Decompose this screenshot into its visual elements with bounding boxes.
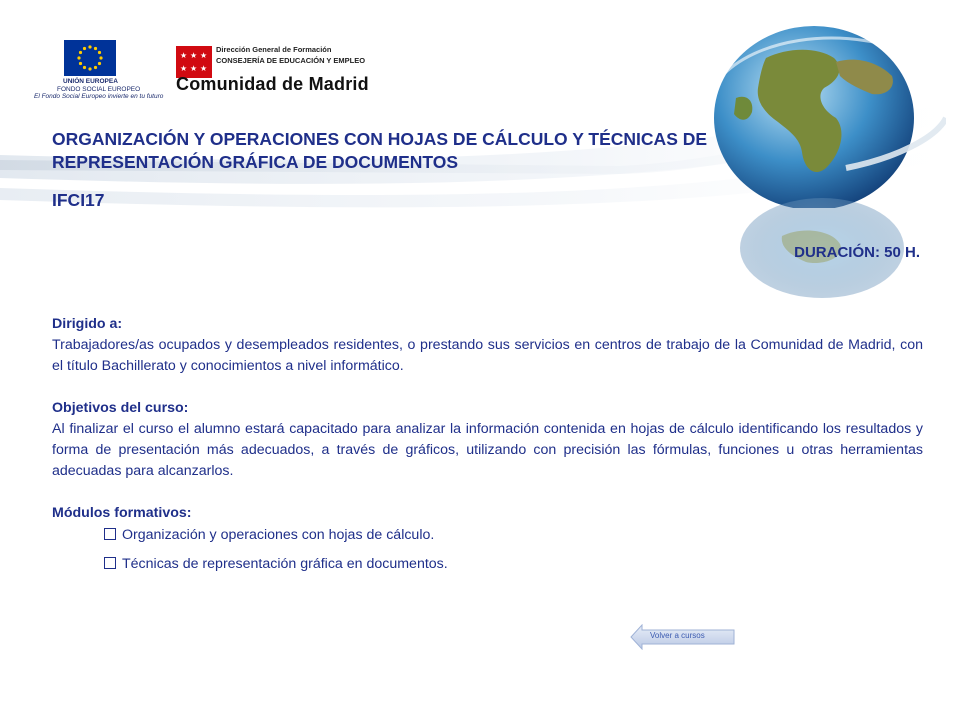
- eu-flag-icon: [64, 40, 116, 76]
- checkbox-bullet-icon: [104, 528, 116, 540]
- back-to-courses-label: Volver a cursos: [650, 631, 705, 640]
- eu-logo-line2: FONDO SOCIAL EUROPEO: [57, 85, 141, 93]
- madrid-logo: [176, 44, 396, 100]
- back-to-courses-button[interactable]: [630, 624, 736, 650]
- madrid-logo-line1: Dirección General de Formación: [216, 45, 332, 54]
- module-item: [104, 556, 448, 572]
- eu-logo-line1: UNIÓN EUROPEA: [63, 78, 118, 85]
- course-title: ORGANIZACIÓN Y OPERACIONES CON HOJAS DE CÁLCULO Y TÉCNICAS DE REPRESENTACIÓN GRÁFICA DE DOCUMENTOS: [52, 129, 708, 172]
- section-objetivos: [52, 398, 923, 482]
- section-modulos: [52, 503, 923, 524]
- madrid-flag-icon: ★ ★ ★ ★ ★ ★: [176, 46, 212, 78]
- globe-image: [696, 18, 946, 208]
- section-objetivos-text: Al finalizar el curso el alumno estará capacitado para analizar la información contenida en hojas de cálculo identificando los resultados y forma de presentación más adecuados, a través de gráficos, utilizando con precisión las fórmulas, funciones u otras herramientas adecuadas para alcanzarlos.: [52, 421, 923, 479]
- section-dirigido-heading: Dirigido a:: [52, 316, 123, 332]
- checkbox-bullet-icon: [104, 557, 116, 569]
- section-objetivos-heading: Objetivos del curso:: [52, 400, 189, 416]
- course-duration: DURACIÓN: 50 H.: [794, 244, 920, 261]
- section-dirigido-text: Trabajadores/as ocupados y desempleados residentes, o prestando sus servicios en centros de trabajo de la Comunidad de Madrid, con el título Bachillerato y conocimientos a nivel informático.: [52, 337, 923, 374]
- section-dirigido: [52, 314, 923, 377]
- module-item-label: Organización y operaciones con hojas de cálculo.: [122, 527, 435, 543]
- course-code: IFCI17: [52, 190, 105, 210]
- module-item: [104, 527, 434, 543]
- madrid-logo-line3: Comunidad de Madrid: [176, 74, 369, 94]
- module-item-label: Técnicas de representación gráfica en documentos.: [122, 556, 448, 572]
- eu-logo-line3: El Fondo Social Europeo invierte en tu futuro: [34, 93, 164, 100]
- madrid-logo-line2: CONSEJERÍA DE EDUCACIÓN Y EMPLEO: [216, 56, 366, 65]
- section-modulos-heading: Módulos formativos:: [52, 505, 192, 521]
- eu-logo: [26, 38, 166, 110]
